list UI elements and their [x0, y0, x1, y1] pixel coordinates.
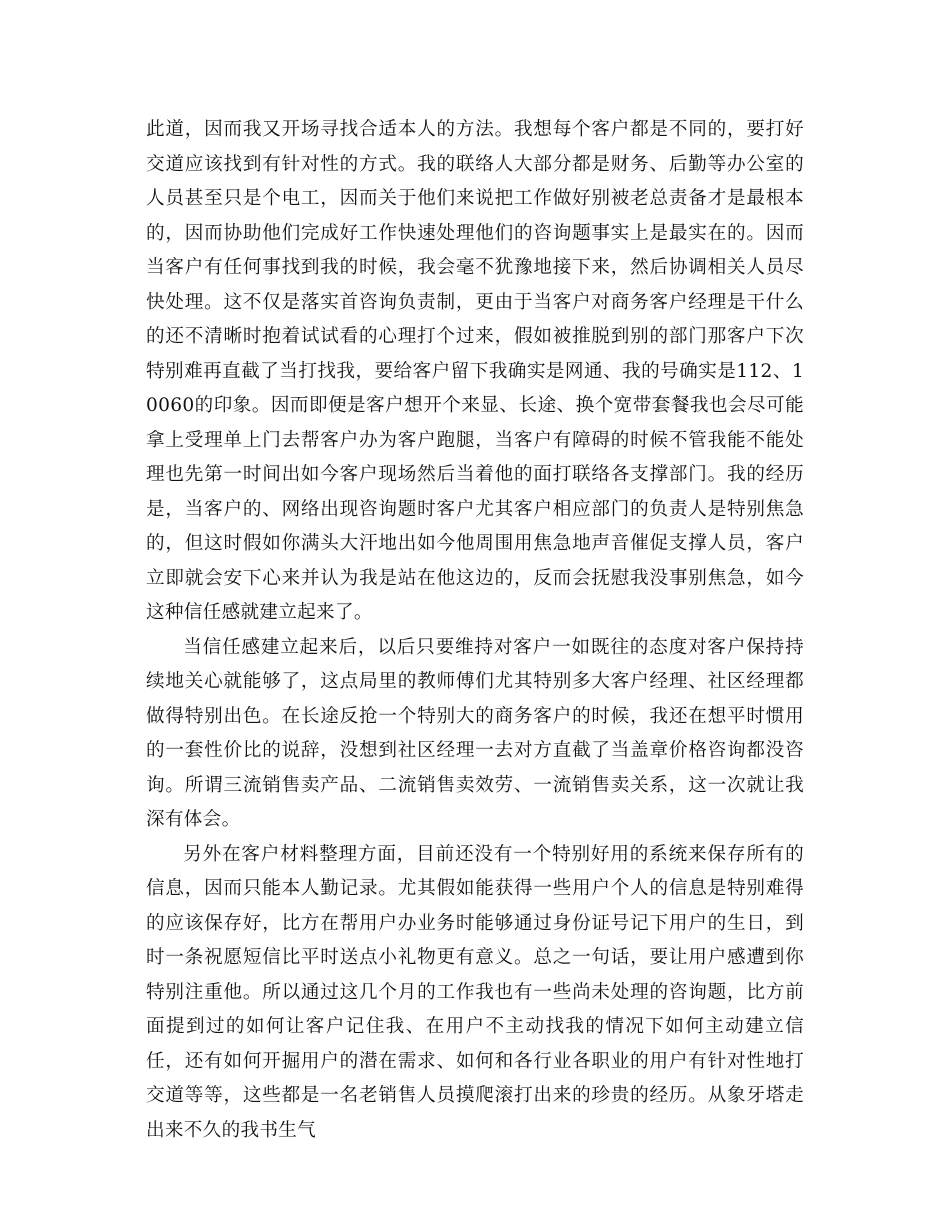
paragraph-3: 另外在客户材料整理方面，目前还没有一个特别好用的系统来保存所有的信息，因而只能本人勤记录。尤其假如能获得一些用户个人的信息是特别难得的应该保存好，比方在帮用户办业务时能够通过身份证号记下用户的生日，到时一条祝愿短信比平时送点小礼物更有意义。总之一句话，要让用户感遭到你特别注重他。所以通过这几个月的工作我也有一些尚未处理的咨询题，比方前面提到过的如何让客户记住我、在用户不主动找我的情况下如何主动建立信任，还有如何开掘用户的潜在需求、如何和各行业各职业的用户有针对性地打交道等等，这些都是一名老销售人员摸爬滚打出来的珍贵的经历。从象牙塔走出来不久的我书生气: [146, 843, 804, 1141]
document-body: [146, 113, 804, 1148]
paragraph-2: 当信任感建立起来后，以后只要维持对客户一如既往的态度对客户保持持续地关心就能够了，这点局里的教师傅们尤其特别多大客户经理、社区经理都做得特别出色。在长途反抢一个特别大的商务客户的时候，我还在想平时惯用的一套性价比的说辞，没想到社区经理一去对方直截了当盖章价格咨询都没咨询。所谓三流销售卖产品、二流销售卖效劳、一流销售卖关系，这一次就让我深有体会。: [146, 636, 804, 830]
paragraph-1: 此道，因而我又开场寻找合适本人的方法。我想每个客户都是不同的，要打好交道应该找到有针对性的方式。我的联络人大部分都是财务、后勤等办公室的人员甚至只是个电工，因而关于他们来说把工作做好别被老总责备才是最根本的，因而协助他们完成好工作快速处理他们的咨询题事实上是最实在的。因而当客户有任何事找到我的时候，我会毫不犹豫地接下来，然后协调相关人员尽快处理。这不仅是落实首咨询负责制，更由于当客户对商务客户经理是干什么的还不清晰时抱着试试看的心理打个过来，假如被推脱到别的部门那客户下次特别难再直截了当打找我，要给客户留下我确实是网通、我的号确实是112、10060的印象。因而即便是客户想开个来显、长途、换个宽带套餐我也会尽可能拿上受理单上门去帮客户办为客户跑腿，当客户有障碍的时候不管我能不能处理也先第一时间出如今客户现场然后当着他的面打联络各支撑部门。我的经历是，当客户的、网络出现咨询题时客户尤其客户相应部门的负责人是特别焦急的，但这时假如你满头大汗地出如今他周围用焦急地声音催促支撑人员，客户立即就会安下心来并认为我是站在他这边的，反而会抚慰我没事别焦急，如今这种信任感就建立起来了。: [146, 119, 804, 623]
